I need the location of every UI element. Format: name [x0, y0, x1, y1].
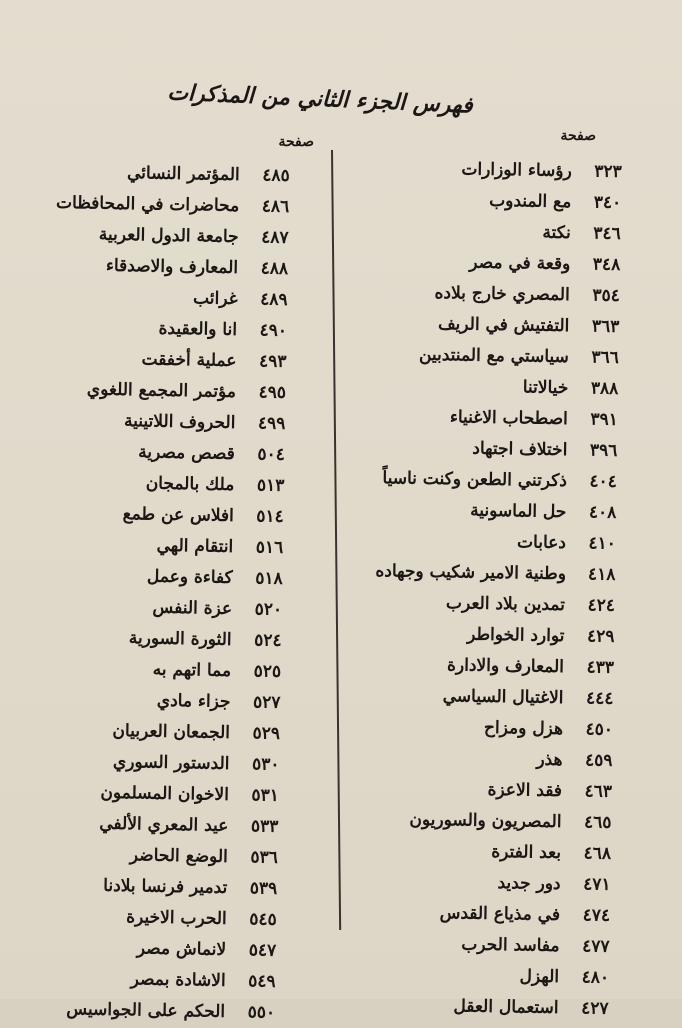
page-number: ٤١٠	[588, 533, 617, 554]
entry-title: افلاس عن طمع	[122, 503, 234, 526]
entry-title: ملك بالمجان	[145, 473, 235, 495]
entry-title: عيد المعري الألفي	[99, 813, 229, 836]
index-entry	[374, 617, 614, 652]
entry-title: محاضرات في المحافظات	[55, 192, 240, 216]
index-entry	[45, 435, 286, 470]
index-entry	[49, 156, 290, 191]
index-entry	[381, 214, 621, 249]
page-number: ٥١٦	[255, 536, 284, 558]
page-number: ٥٢٧	[252, 691, 281, 713]
index-entry	[41, 652, 282, 687]
page-title: فهرس الجزء الثاني من المذكرات	[166, 79, 474, 119]
index-entry	[381, 183, 621, 218]
entry-title: انتقام الهي	[156, 535, 234, 557]
entry-title: الحرب الاخيرة	[126, 906, 227, 929]
entry-title: اختلاف اجتهاد	[472, 438, 568, 460]
entry-title: ذكرتني الطعن وكنت ناسياً	[382, 467, 568, 491]
entry-title: الثورة السورية	[128, 627, 232, 650]
index-entry	[49, 187, 290, 222]
entry-title: جزاء مادي	[156, 690, 231, 712]
index-entry	[44, 466, 285, 501]
page-number: ٥٠٤	[257, 443, 286, 465]
page-number: ٥٥٠	[247, 1001, 276, 1023]
entry-title: الوضع الحاضر	[129, 844, 229, 867]
entry-title: انا والعقيدة	[158, 318, 238, 340]
entry-title: كفاءة وعمل	[146, 566, 233, 588]
entry-title: التفتيش في الريف	[437, 313, 570, 336]
page-number: ٤٢٧	[581, 997, 609, 1019]
index-entry	[39, 745, 280, 780]
index-entry	[37, 869, 278, 904]
page-number: ٤٥٠	[585, 719, 614, 740]
page-number: ٥٢٠	[254, 598, 283, 620]
page-number: ٥٢٩	[252, 722, 281, 744]
index-entry	[374, 648, 614, 683]
entry-title: حل الماسونية	[470, 500, 567, 522]
page-number: ٣٦٦	[591, 347, 619, 368]
entry-title: فقد الاعزة	[487, 779, 563, 801]
index-entry	[43, 528, 284, 563]
entry-title: الدستور السوري	[112, 751, 230, 774]
page-number: ٤٩٣	[258, 350, 287, 372]
index-entry	[376, 524, 616, 559]
entry-title: غرائب	[192, 287, 238, 309]
page-number: ٤٤٤	[585, 688, 614, 709]
page-number: ٤٩٠	[259, 319, 288, 341]
entry-title: الاغتيال السياسي	[442, 685, 564, 708]
index-entry	[47, 311, 288, 346]
page-number: ٣٥٤	[592, 285, 620, 306]
index-entry	[46, 373, 287, 408]
index-entry	[39, 776, 280, 811]
page-number: ٤٠٤	[589, 471, 618, 492]
page-number: ٤٨٧	[261, 227, 289, 248]
entry-title: المعارف والاصدقاء	[105, 255, 239, 278]
page-number: ٤٩٩	[257, 412, 286, 434]
page-number: ٥٢٥	[253, 660, 282, 682]
entry-title: في مذياع القدس	[439, 902, 561, 925]
column-divider	[331, 150, 341, 930]
page-number: ٤٧٧	[582, 935, 610, 957]
index-entry	[38, 838, 279, 873]
page-number: ٤٦٨	[583, 842, 612, 864]
index-entry	[42, 590, 283, 625]
index-entry	[378, 400, 618, 435]
entry-title: المصريون والسوريون	[409, 809, 562, 832]
entry-title: سياستي مع المنتدبين	[418, 344, 569, 367]
page-number: ٤٥٩	[584, 749, 613, 771]
page-number: ٥١٨	[255, 567, 283, 589]
page-number: ٣٨٨	[590, 378, 619, 399]
entry-title: استعمال العقل	[453, 995, 559, 1018]
page-number: ٤٧٤	[582, 904, 611, 926]
index-entry	[375, 586, 615, 621]
entry-title: الحروف اللاتينية	[123, 410, 236, 433]
page-number: ٥٢٤	[254, 629, 282, 651]
page-number: ٣٤٠	[593, 192, 622, 213]
entry-title: عملية أخفقت	[141, 348, 237, 371]
index-entry	[37, 900, 278, 935]
entry-title: مؤتمر المجمع اللغوي	[86, 378, 237, 402]
index-entry	[368, 989, 608, 1024]
page-number: ٤٣٣	[586, 657, 615, 678]
entry-title: تدمير فرنسا بلادنا	[103, 875, 228, 898]
entry-title: توارد الخواطر	[467, 624, 565, 646]
page-number: ٣٢٣	[594, 161, 622, 182]
page-number: ٤٨٩	[259, 289, 288, 310]
entry-title: المؤتمر النسائي	[126, 162, 240, 185]
entry-title: خيالاتنا	[522, 376, 569, 398]
entry-title: وطنية الامير شكيب وجهاده	[375, 560, 567, 584]
entry-title: مما اتهم به	[152, 659, 232, 681]
index-entry	[377, 431, 617, 466]
page-number: ٣٩١	[590, 409, 619, 430]
page-number: ٤٧١	[582, 873, 611, 895]
entry-title: الاشادة بمصر	[130, 968, 226, 991]
page-number: ٥٤٥	[249, 908, 277, 930]
page-number: ٤٨٦	[261, 196, 290, 217]
entry-title: دعابات	[516, 531, 567, 553]
page-number: ٣٩٦	[589, 440, 618, 461]
entry-title: المعارف والادارة	[446, 654, 565, 677]
page-number: ٥١٤	[256, 505, 284, 527]
entry-title: دور جديد	[497, 872, 561, 894]
index-entry	[35, 962, 276, 997]
index-entry	[375, 555, 615, 590]
index-entry	[47, 280, 288, 315]
page-number: ٥٣٦	[250, 846, 279, 868]
entry-title: الاخوان المسلمون	[100, 782, 230, 805]
entry-title: لانماش مصر	[136, 937, 227, 960]
index-entry	[41, 621, 282, 656]
index-entry	[369, 927, 609, 962]
index-entry	[376, 493, 616, 528]
right-column-list	[368, 152, 622, 1024]
index-entry	[372, 741, 612, 776]
page-number: ٤٨٨	[260, 258, 289, 279]
page-number: ٤١٨	[587, 564, 616, 585]
index-entry	[40, 683, 281, 718]
index-entry	[36, 931, 277, 966]
entry-title: مع المندوب	[489, 190, 572, 212]
index-entry	[372, 772, 612, 807]
index-entry	[46, 342, 287, 377]
page-number: ٤٨٠	[581, 966, 610, 988]
index-entry	[35, 993, 276, 1028]
page-number: ٤٠٨	[588, 502, 617, 523]
index-entry	[369, 958, 609, 993]
page-number: ٤٦٣	[584, 780, 613, 802]
entry-title: رؤساء الوزارات	[461, 158, 572, 181]
index-entry	[370, 896, 610, 931]
left-column-list	[35, 156, 290, 1028]
page-number: ٤٦٥	[583, 811, 612, 833]
index-entry	[38, 807, 279, 842]
index-entry	[378, 369, 618, 404]
page-number: ٣٦٣	[591, 316, 620, 337]
index-entry	[371, 834, 611, 869]
index-entry	[382, 152, 622, 187]
entry-title: مفاسد الحرب	[461, 934, 560, 956]
index-entry	[379, 338, 619, 373]
index-entry	[45, 404, 286, 439]
page-number: ٤٢٩	[586, 626, 615, 647]
entry-title: بعد الفترة	[491, 841, 562, 863]
entry-title: عزة النفس	[152, 597, 233, 619]
page-number: ٥٣٣	[250, 815, 279, 837]
right-column-header: صفحة	[560, 128, 596, 144]
index-entry	[379, 307, 619, 342]
entry-title: الهزل	[519, 965, 560, 987]
index-entry	[48, 249, 289, 284]
entry-title: الجمعان العربيان	[112, 720, 231, 743]
index-entry	[373, 710, 613, 745]
entry-title: اصطحاب الاغنياء	[449, 406, 569, 429]
entry-title: المصري خارج بلاده	[434, 282, 570, 305]
page-number: ٥١٣	[256, 474, 285, 496]
entry-title: هذر	[536, 749, 563, 770]
page-number: ٥٣٠	[251, 753, 280, 775]
page-number: ٥٣١	[251, 784, 280, 806]
index-entry	[377, 462, 617, 497]
entry-title: الحكم على الجواسيس	[66, 998, 226, 1022]
page-number: ٤٨٥	[262, 165, 290, 186]
page-number: ٣٤٨	[592, 254, 621, 275]
entry-title: نكتة	[542, 222, 571, 243]
entry-title: تمدين بلاد العرب	[445, 592, 566, 615]
index-entry	[380, 245, 620, 280]
index-entry	[42, 559, 283, 594]
left-column-header: صفحة	[278, 134, 314, 150]
page-number: ٥٤٧	[248, 939, 277, 961]
page-number: ٥٣٩	[249, 877, 278, 899]
page-number: ٤٩٥	[258, 381, 287, 403]
entry-title: قصص مصرية	[138, 441, 236, 464]
index-entry	[40, 714, 281, 749]
index-entry	[380, 276, 620, 311]
page-number: ٤٢٤	[587, 595, 616, 616]
entry-title: هزل ومزاح	[483, 717, 564, 739]
index-entry	[373, 679, 613, 714]
index-entry	[371, 803, 611, 838]
entry-title: جامعة الدول العربية	[98, 224, 239, 247]
index-entry	[44, 497, 285, 532]
page-number: ٣٤٦	[593, 223, 621, 244]
index-entry	[370, 865, 610, 900]
page-number: ٥٤٩	[248, 970, 276, 992]
entry-title: وقعة في مصر	[469, 252, 571, 274]
index-entry	[48, 218, 289, 253]
